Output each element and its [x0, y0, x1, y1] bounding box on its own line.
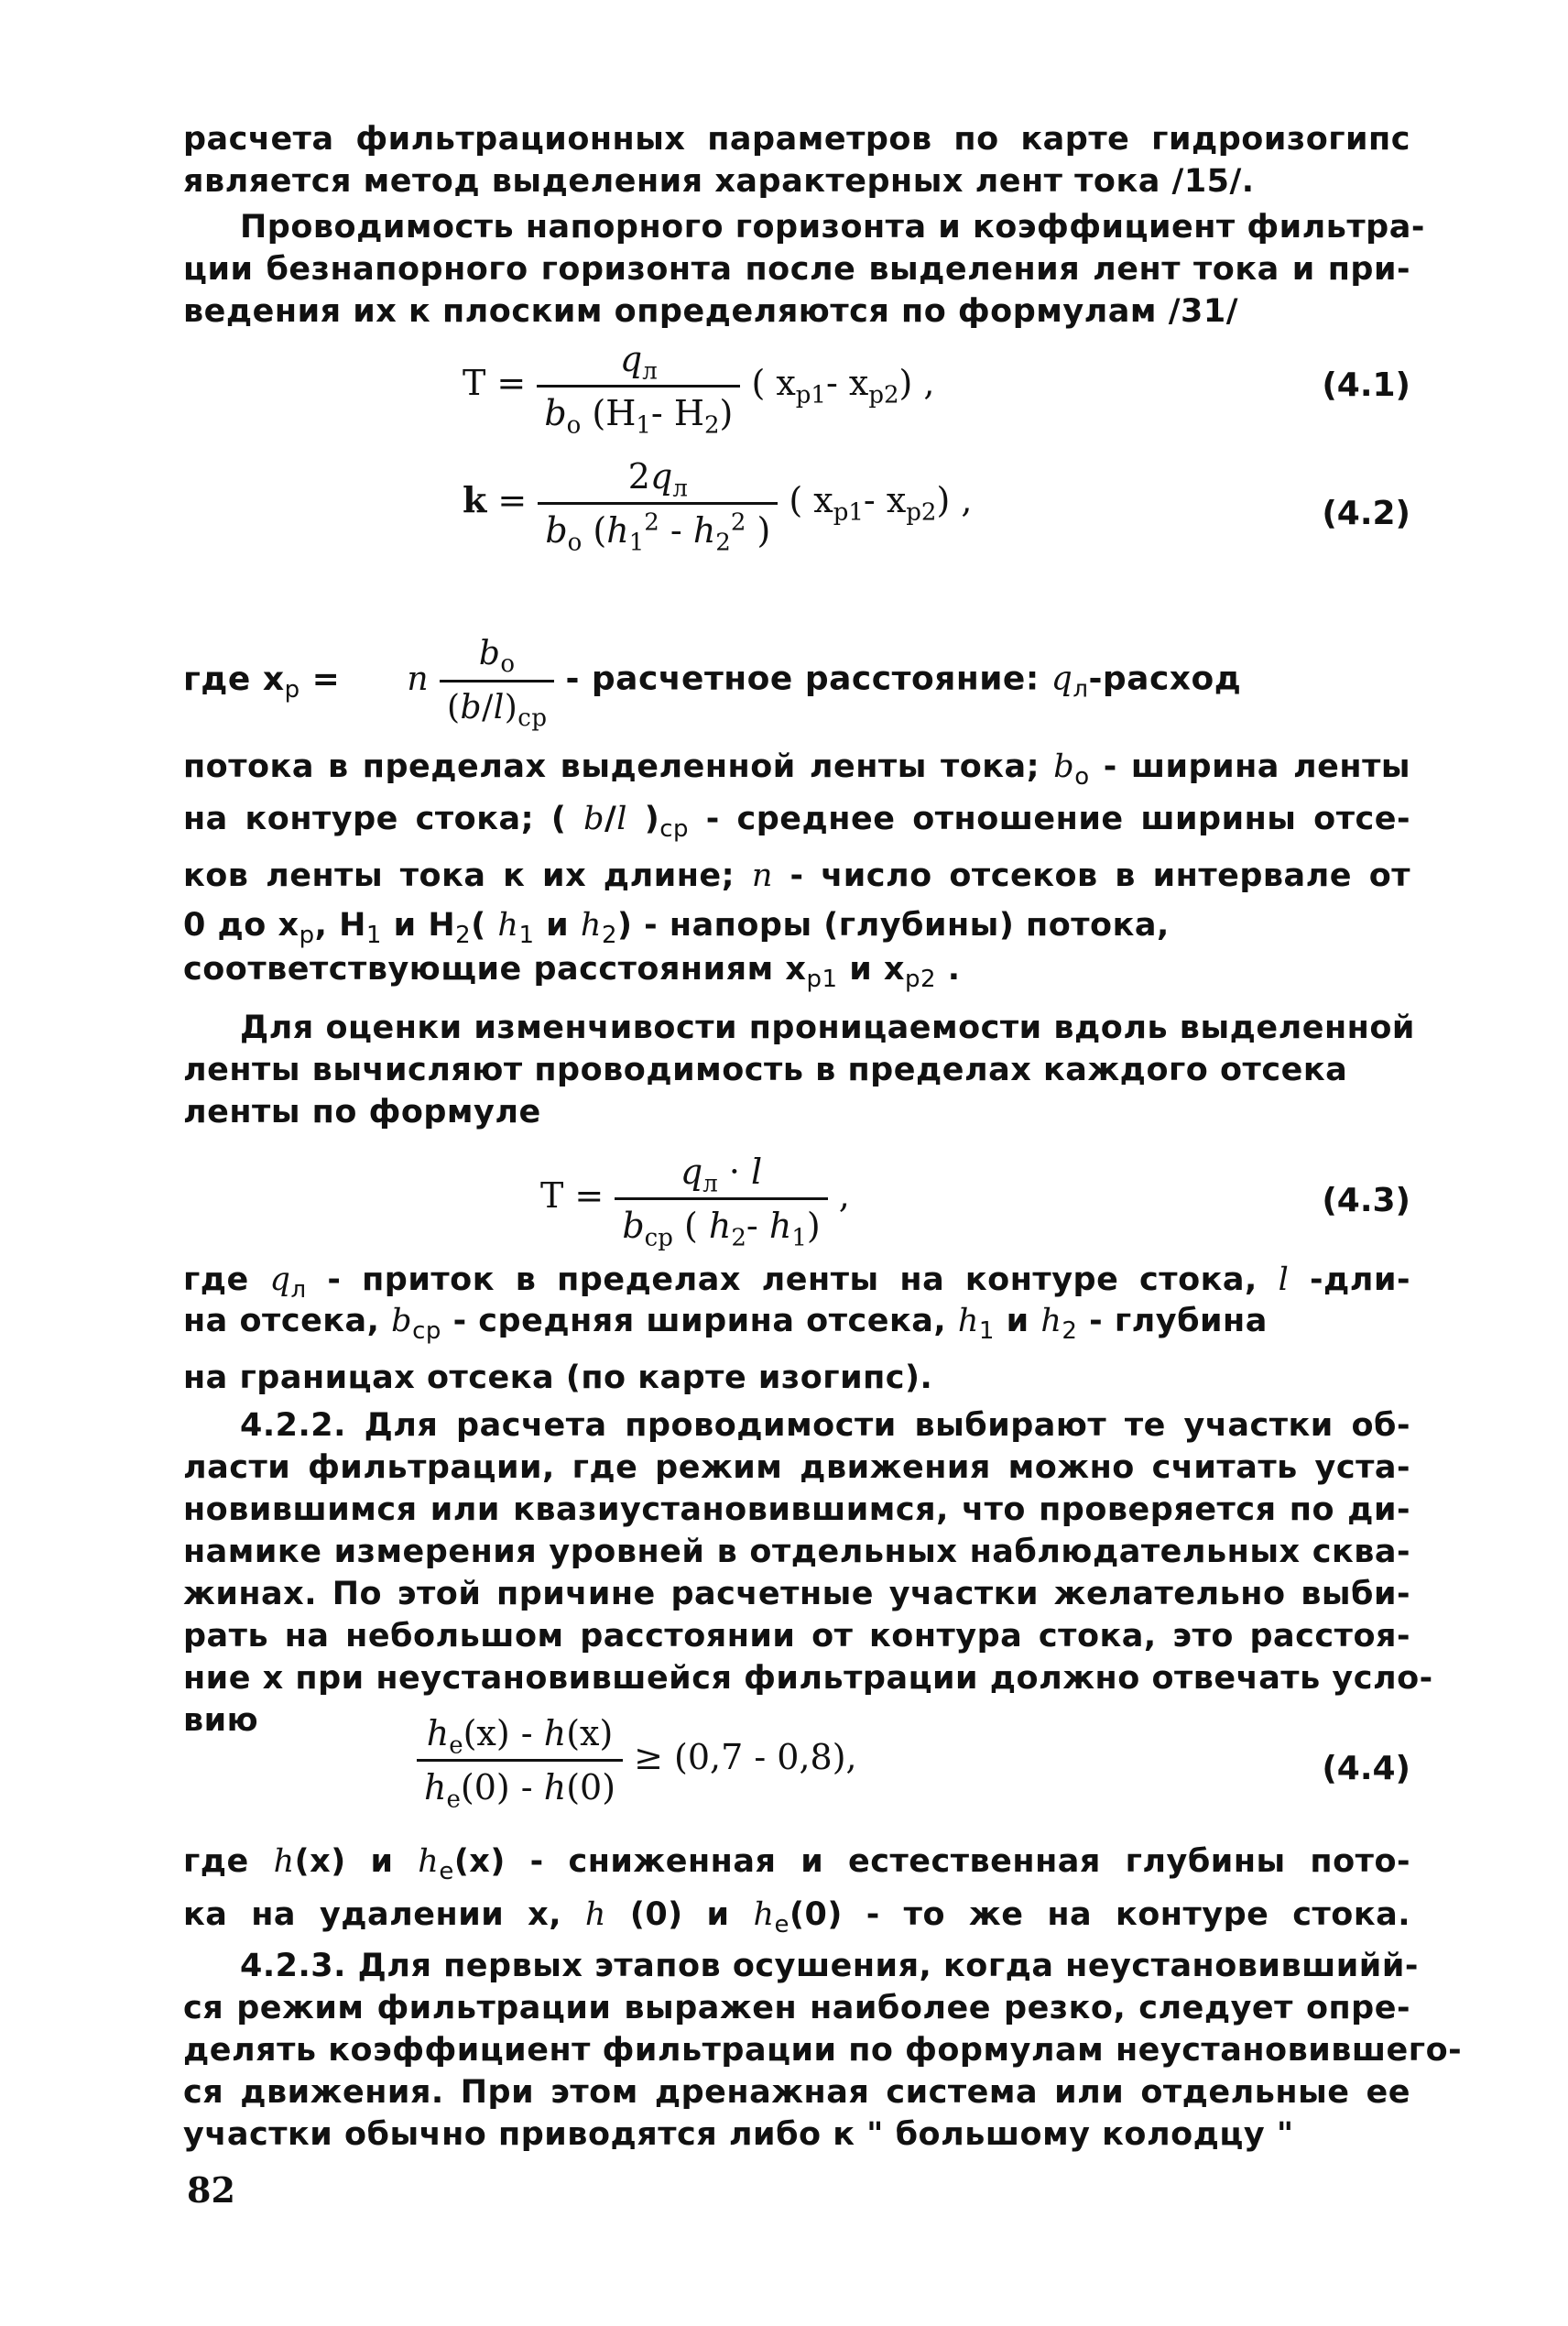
equation-number: (4.4)	[1322, 1750, 1410, 1787]
text-line: где h(x) и $h_e(x)$ - сниженная и естественная глубины пото-	[183, 1843, 1411, 1885]
text-line: где $x_p = n$ $\frac{b_o}{(b/l)_{ср}}$ - расчетное расстояние: $q_л$-расход	[183, 632, 1410, 730]
text-line: вию	[183, 1702, 259, 1739]
text-span: - среднее отношение ширины отсе-	[705, 801, 1411, 837]
equation-4-2: k = $\frac{2q_л}{b_o (h_1^2 - h_2^2 )}$ ( $x_{p1}-$ $x_{p2}$) ,	[463, 456, 973, 557]
text-line: Проводимость напорного горизонта и коэффициент фильтра-	[240, 209, 1425, 246]
text-line: где $q_л$ - приток в пределах ленты на контуре стока, l -дли-	[183, 1261, 1410, 1304]
text-span: - сниженная и естественная глубины пото-	[529, 1843, 1411, 1880]
text-span: - то же на контуре стока.	[866, 1896, 1411, 1933]
text-span: где	[183, 1261, 249, 1298]
text-span: ка на удалении x,	[183, 1896, 561, 1933]
text-line: ции безнапорного горизонта после выделения лент тока и при-	[183, 251, 1410, 288]
text-line: новившимся или квазиустановившимся, что проверяется по ди-	[183, 1491, 1410, 1528]
text-span: -дли-	[1310, 1261, 1410, 1298]
fraction: $\frac{q_л \cdot l}{b_{ср} ( h_2- h_1)}$	[615, 1150, 827, 1248]
text-span: - глубина	[1089, 1303, 1268, 1339]
equation-rhs: ≥ (0,7 - 0,8),	[634, 1737, 857, 1777]
text-line: рать на небольшом расстоянии от контура стока, это расстоя-	[183, 1618, 1410, 1654]
text-line: на контуре стока; ( b/l )$_{ср}$ - среднее отношение ширины отсе-	[183, 801, 1411, 843]
text-line: ние x при неустановившейся фильтрации должно отвечать усло-	[183, 1660, 1433, 1697]
text-line: делять коэффициент фильтрации по формулам неустановившего-	[183, 2032, 1463, 2069]
text-line: жинах. По этой причине расчетные участки желательно выби-	[183, 1576, 1410, 1612]
text-line: 4.2.2. Для расчета проводимости выбирают те участки об-	[240, 1407, 1410, 1444]
text-span: - приток в пределах ленты на контуре стока,	[327, 1261, 1258, 1298]
text-line: ленты по формуле	[183, 1094, 541, 1130]
fraction: $\frac{q_л}{b_o (H_1- H_2)}$	[537, 337, 740, 435]
text-span: - напоры (глубины) потока,	[644, 907, 1170, 944]
where-text: -расход	[1088, 660, 1242, 698]
text-line: ся режим фильтрации выражен наиболее резко, следует опре-	[183, 1990, 1410, 2026]
text-line: 0 до $x_p$, $H_1$ и $H_2$( $h_1$ и $h_2$) - напоры (глубины) потока,	[183, 907, 1170, 949]
text-line: ка на удалении x, h (0) и $h_e(0)$ - то же на контуре стока.	[183, 1896, 1411, 1938]
fraction: $\frac{h_e(x) - h(x)}{h_e(0) - h(0)}$	[417, 1711, 623, 1809]
text-line: Для оценки изменчивости проницаемости вдоль выделенной	[240, 1010, 1415, 1046]
equation-number: (4.1)	[1322, 366, 1410, 404]
fraction: $\frac{b_o}{(b/l)_{ср}}$	[440, 632, 555, 730]
text-line: потока в пределах выделенной ленты тока; $b_o$ - ширина ленты	[183, 748, 1411, 791]
text-span: потока в пределах выделенной ленты тока;	[183, 748, 1040, 785]
equation-4-1: T = $\frac{q_л}{b_o (H_1- H_2)}$ ( $x_{p1}-$ $x_{p2}$) ,	[463, 339, 935, 440]
text-span: - число отсеков в интервале от	[789, 857, 1411, 894]
text-span: - ширина ленты	[1103, 748, 1411, 785]
text-line: участки обычно приводятся либо к " большому колодцу "	[183, 2116, 1294, 2153]
text-line: является метод выделения характерных лент тока /15/.	[183, 163, 1255, 200]
text-line: на отсека, $b_{ср}$ - средняя ширина отсека, $h_1$ и $h_2$ - глубина	[183, 1303, 1268, 1345]
text-line: соответствующие расстояниям $x_{p1}$ и $x_{p2}$ .	[183, 951, 961, 993]
text-line: 4.2.3. Для первых этапов осушения, когда неустановившийй-	[240, 1948, 1419, 1984]
fraction: $\frac{2q_л}{b_o (h_1^2 - h_2^2 )}$	[538, 454, 778, 552]
text-line: ленты вычисляют проводимость в пределах каждого отсека	[183, 1052, 1348, 1088]
text-line: ков ленты тока к их длине; n - число отсеков в интервале от	[183, 857, 1411, 894]
text-span: - средняя ширина отсека,	[452, 1303, 947, 1339]
text-span: ков ленты тока к их длине;	[183, 857, 735, 894]
text-line: расчета фильтрационных параметров по карте гидроизогипс	[183, 121, 1410, 158]
text-span: соответствующие расстояниям	[183, 951, 774, 988]
equation-number: (4.2)	[1322, 495, 1410, 532]
text-line: ся движения. При этом дренажная система или отдельные ее	[183, 2074, 1410, 2111]
page-number: 82	[187, 2169, 235, 2211]
text-span: на контуре стока;	[183, 801, 535, 837]
text-line: на границах отсека (по карте изогипс).	[183, 1360, 933, 1396]
text-line: ведения их к плоским определяются по формулам /31/	[183, 293, 1238, 330]
equation-4-4	[417, 1711, 857, 1814]
text-span: на отсека,	[183, 1303, 380, 1339]
equation-4-3: T = $\frac{q_л \cdot l}{b_{ср} ( h_2- h_1)}$ ,	[540, 1152, 850, 1252]
text-line: ласти фильтрации, где режим движения можно считать уста-	[183, 1449, 1410, 1486]
where-text: - расчетное расстояние:	[565, 660, 1040, 698]
equation-number: (4.3)	[1322, 1182, 1410, 1219]
text-line: намике измерения уровней в отдельных наблюдательных сква-	[183, 1534, 1410, 1570]
